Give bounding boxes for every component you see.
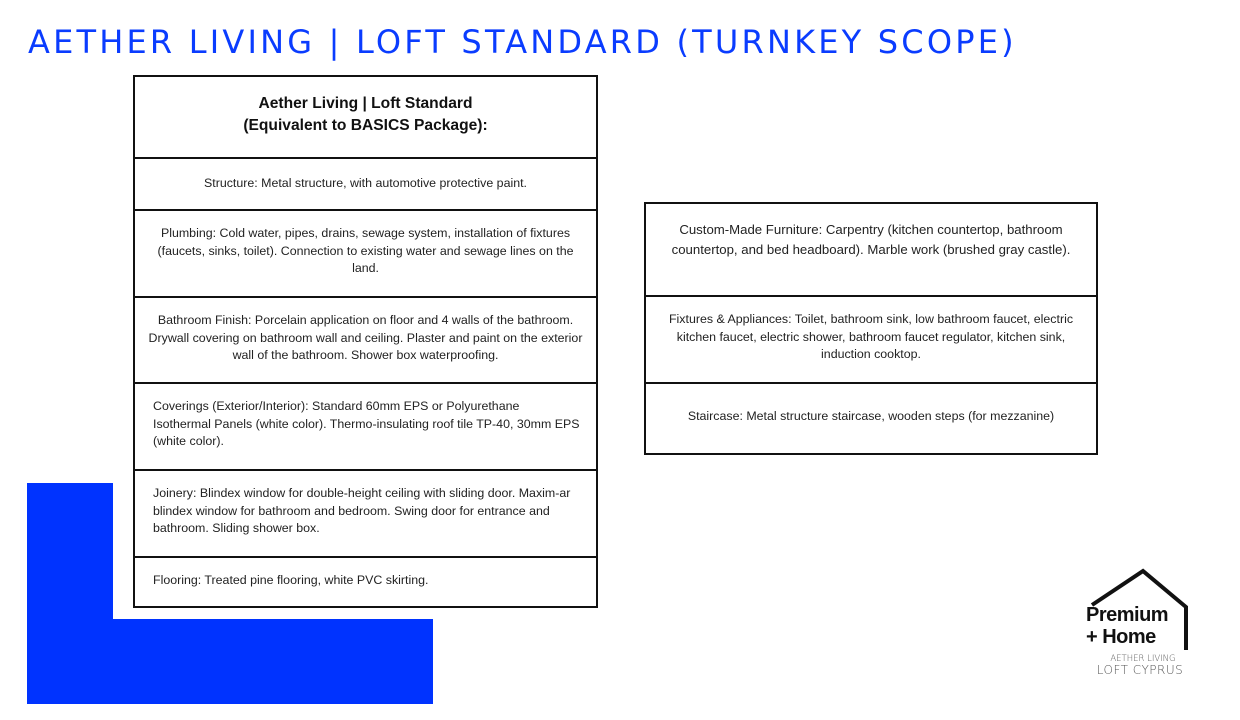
spec-table-header-line1: Aether Living | Loft Standard: [258, 95, 473, 112]
accent-block-horizontal: [27, 619, 433, 704]
spec-row-flooring: Flooring: Treated pine flooring, white PVC skirting.: [153, 573, 429, 587]
spec-row-fixtures-appliances: Fixtures & Appliances: Toilet, bathroom sink, low bathroom faucet, electric kitchen faucet, electric shower, bathroom faucet regulator, kitchen sink, induction cooktop.: [646, 297, 1096, 384]
spec-table-header: [135, 77, 596, 159]
spec-row-structure: Structure: Metal structure, with automotive protective paint.: [135, 159, 596, 211]
spec-row-plumbing: Plumbing: Cold water, pipes, drains, sewage system, installation of fixtures (faucets, sinks, toilet). Connection to existing water and sewage lines on the land.: [135, 211, 596, 298]
logo-subtitle-loft-cyprus: LOFT CYPRUS: [1096, 663, 1184, 677]
spec-row-bathroom-finish: Bathroom Finish: Porcelain application on floor and 4 walls of the bathroom. Drywall covering on bathroom wall and ceiling. Plaster and paint on the exterior wall of the bathroom. Shower box waterproofing.: [135, 298, 596, 384]
spec-row-joinery: Joinery: Blindex window for double-height ceiling with sliding door. Maxim-ar blindex window for bathroom and bedroom. Swing door for entrance and bathroom. Sliding shower box.: [135, 471, 596, 558]
spec-table-header-line2: (Equivalent to BASICS Package):: [243, 117, 488, 134]
loft-standard-spec-table: [133, 75, 598, 608]
logo-word-premium: Premium: [1086, 604, 1169, 626]
spec-row-custom-furniture: Custom-Made Furniture: Carpentry (kitchen countertop, bathroom countertop, and bed headboard). Marble work (brushed gray castle).: [646, 204, 1096, 297]
logo-subtitle-aether-living: AETHER LIVING: [1110, 654, 1176, 664]
furniture-fixtures-spec-table: [644, 202, 1098, 455]
spec-row-staircase: Staircase: Metal structure staircase, wooden steps (for mezzanine): [687, 409, 1055, 423]
spec-row-coverings: Coverings (Exterior/Interior): Standard 60mm EPS or Polyurethane Isothermal Panels (white color). Thermo-insulating roof tile TP-40, 30mm EPS (white color).: [135, 384, 596, 471]
logo-word-home: + Home: [1086, 626, 1156, 648]
page-title: AETHER LIVING | LOFT STANDARD (TURNKEY SCOPE): [28, 23, 1017, 61]
premium-home-logo: [1082, 568, 1192, 683]
